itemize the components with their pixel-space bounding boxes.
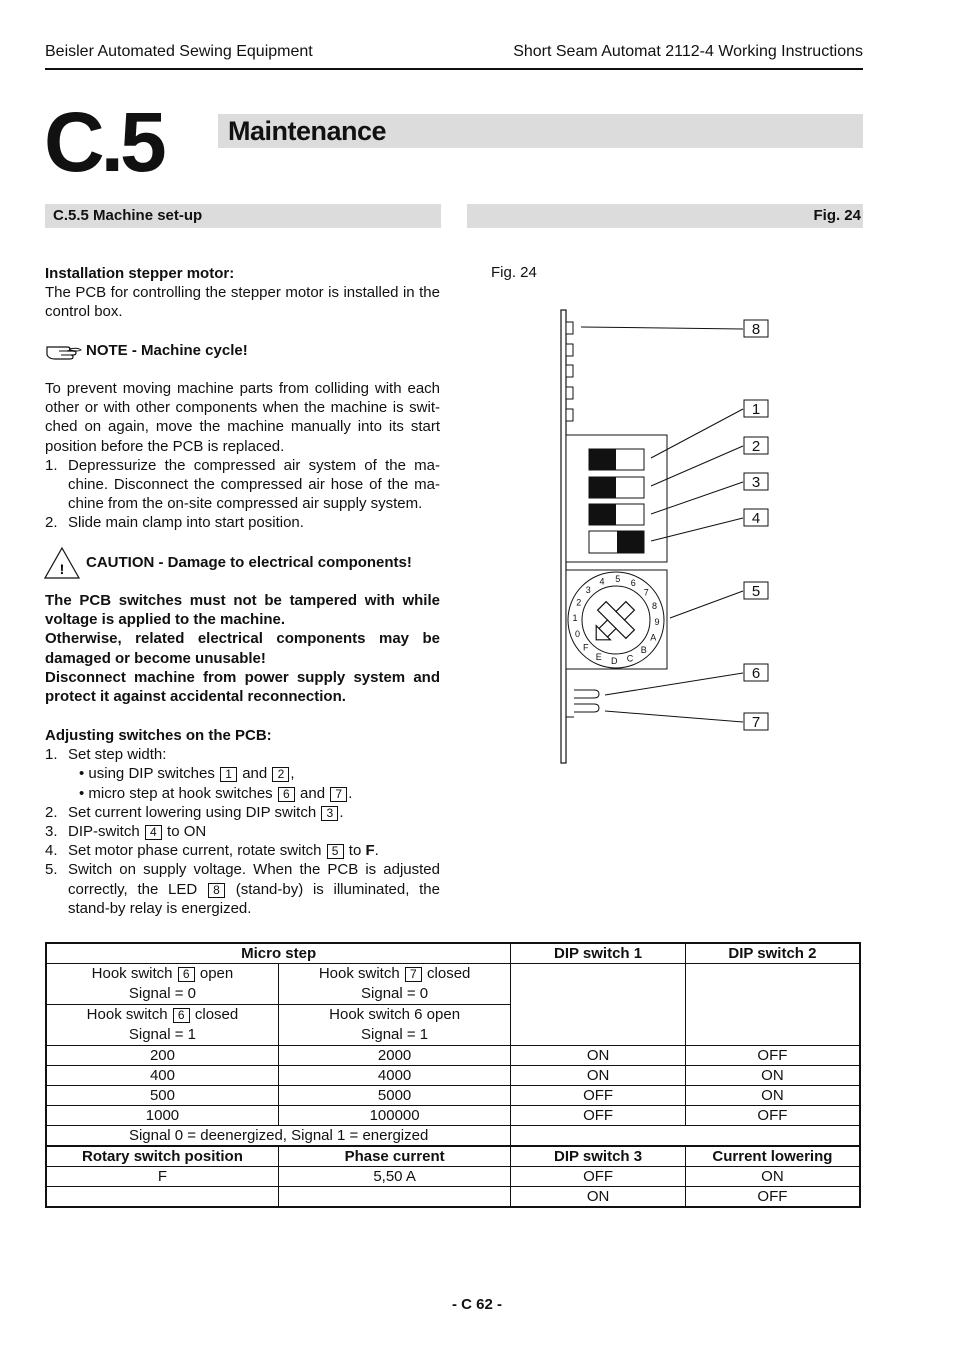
step-text-bold: F [365,842,375,860]
dial-label: 2 [576,597,582,608]
table-cell: ON [511,1046,686,1066]
table-cell: ON [685,1086,860,1106]
table-cell: 200 [46,1046,278,1066]
cell-text: Signal = 0 [361,985,429,1002]
callout-label: 4 [751,510,761,527]
adjust-step-text: Set step width: [68,746,167,764]
section-fig-ref: Fig. 24 [813,207,861,224]
cell-text: Signal = 1 [128,1026,197,1043]
dial-label: 0 [574,629,581,639]
ref-box: 7 [330,787,347,802]
step-text: Set current lowering using DIP switch [68,803,317,821]
chapter-title: Maintenance [228,116,387,146]
table-row [46,1106,860,1126]
callout-label: 1 [751,401,761,418]
note-step-text: Slide main clamp into start position. [68,514,304,532]
caution-heading: CAUTION - Damage to electrical components! [86,554,412,572]
page-number: - C 62 - [451,1296,502,1313]
header-right: Short Seam Automat 2112-4 Working Instructions [513,43,863,60]
cell-text: closed [194,1006,239,1023]
dial-label: 7 [643,587,649,598]
table-cell: F [46,1167,278,1187]
ref-box: 2 [272,767,289,782]
step-text: . [374,842,379,860]
cell-empty [511,1126,860,1147]
th-dip2: DIP switch 2 [685,943,860,964]
cell-hook7-closed [278,964,510,1005]
callout-label: 3 [751,474,761,491]
table-row [46,1046,860,1066]
ref-box: 4 [145,825,162,840]
cell-text: Signal = 1 [361,1026,429,1043]
install-text: The PCB for controlling the stepper motor is installed in the control box. [45,284,440,321]
substep-text: and [300,784,326,802]
th-rotary: Rotary switch position [46,1146,278,1167]
ref-box: 6 [178,967,195,982]
ref-box: 8 [208,883,225,898]
adjust-step-text [68,860,440,918]
dial-label: 8 [651,601,658,611]
ref-box: 7 [405,967,422,982]
note-heading: NOTE - Machine cycle! [86,342,248,360]
chapter-number: C.5 [44,95,163,189]
led [566,365,573,377]
adjust-step-text [68,841,440,860]
table-cell: 400 [46,1066,278,1086]
dial-label: 5 [615,574,621,584]
dial-label: B [640,645,647,656]
substep-text: and [242,765,268,783]
dial-label: 4 [599,576,605,587]
table-row [46,1086,860,1106]
callout-label: 2 [751,438,761,455]
callout-label: 8 [751,321,761,338]
table-cell [46,1187,278,1208]
table-cell: OFF [511,1106,686,1126]
cell-empty [685,964,860,1046]
cell-hook6-open [46,964,278,1005]
callouts [744,320,768,731]
step-text: . [339,803,344,821]
dip-switch-lever [589,477,616,498]
table-cell: ON [685,1167,860,1187]
dial-label: C [626,653,634,664]
callout-label: 6 [751,665,761,682]
section-title: C.5.5 Machine set-up [53,207,203,224]
svg-text:!: ! [59,561,65,577]
ref-box: 1 [220,767,237,782]
cell-text: Hook switch 6 open [329,1006,461,1023]
table-row [46,1187,860,1208]
th-current-lowering: Current lowering [685,1146,860,1167]
hook-switch [566,689,574,717]
cell-hook6-open2 [278,1005,510,1046]
adjust-step-num: 1. [45,746,58,764]
step-text: Switch on supply voltage. When the PCB is adjusted correctly, the LED [68,861,440,898]
table-cell: OFF [685,1046,860,1066]
table-cell: 500 [46,1086,278,1106]
table-cell: ON [685,1066,860,1086]
step-text: (stand-by) is illuminated, the stand-by relay is energized. [68,880,440,917]
settings-table [45,942,861,1208]
cell-text: Hook switch [86,1006,168,1023]
dip-switch-lever [617,531,644,553]
th-phase: Phase current [278,1146,510,1167]
caution-text: Disconnect machine from power supply system and protect it against accidental reconnection. [45,668,440,706]
install-heading: Installation stepper motor: [45,265,235,282]
table-cell [278,1187,510,1208]
adjust-step-num: 5. [45,861,58,879]
step-text: to [348,842,362,860]
adjust-step-num: 4. [45,842,58,860]
cell-hook6-closed [46,1005,278,1046]
ref-box: 6 [173,1008,190,1023]
adjust-step-num: 2. [45,803,58,821]
note-step-num: 2. [45,514,58,532]
led [566,387,573,399]
adjust-step [45,803,440,822]
signal-note: Signal 0 = deenergized, Signal 1 = energized [46,1126,511,1147]
substep-text: • micro step at hook switches [79,784,273,802]
adjust-step [45,822,440,841]
substep-text: , [290,765,295,783]
note-step-num: 1. [45,456,58,474]
step-text: DIP-switch [68,823,140,841]
hook-switch-hook [574,704,599,712]
dial-label: D [610,656,618,666]
cell-text: Hook switch [318,965,400,982]
table-cell: 1000 [46,1106,278,1126]
led [566,344,573,356]
table-cell: 5,50 A [278,1167,510,1187]
step-text: Set motor phase current, rotate switch [68,842,322,860]
table-cell: OFF [511,1086,686,1106]
hook-switch-hook [574,690,599,698]
adjust-step [45,860,440,918]
substep-text: • using DIP switches [79,765,215,783]
th-micro-step: Micro step [46,943,511,964]
led [566,322,573,334]
table-cell: OFF [685,1187,860,1208]
dial-label: 3 [585,584,591,595]
cell-text: closed [427,965,471,982]
table-cell: 5000 [278,1086,510,1106]
dial-label: F [583,642,589,653]
dial-label: E [595,652,602,663]
cell-text: Hook switch [91,965,173,982]
table-cell: OFF [511,1167,686,1187]
th-dip3: DIP switch 3 [511,1146,686,1167]
table-row [46,1066,860,1086]
table-cell: 2000 [278,1046,510,1066]
dial-label: 6 [630,577,636,588]
dip-switch-lever [589,449,616,470]
adjust-step-text [68,803,440,822]
dial-label: 9 [654,616,660,627]
table-cell: OFF [685,1106,860,1126]
caution-text: Otherwise, related electrical components may be damaged or become unusable! [45,630,440,667]
callout-label: 7 [751,714,761,731]
note-step-text: Depressurize the compressed air system of the ma-chine. Disconnect the compressed air hose of the ma-chine from the on-site compressed air supply system. [68,456,440,513]
table-row [46,1167,860,1187]
th-dip1: DIP switch 1 [511,943,686,964]
adjust-step-num: 3. [45,823,58,841]
adjust-step [45,841,440,860]
ref-box: 5 [327,844,344,859]
ref-box: 3 [321,806,338,821]
table-cell: ON [511,1187,686,1208]
figure-label: Fig. 24 [491,264,537,281]
dial-label: 1 [572,613,578,624]
table-cell: 4000 [278,1066,510,1086]
dip-switch-lever [589,504,616,525]
cell-empty [511,964,686,1046]
led [566,409,573,421]
callout-label: 5 [751,583,761,600]
adjust-heading: Adjusting switches on the PCB: [45,727,272,744]
note-text: To prevent moving machine parts from colliding with each other or with other components when the machine is swit-ched on again, move the machine manually into its start position before the PCB is replaced. [45,380,440,455]
ref-box: 6 [278,787,295,802]
table-row [46,1126,860,1147]
cell-text: Signal = 0 [128,985,197,1002]
substep-text: . [348,784,353,802]
step-text: to ON [167,823,207,841]
caution-text: The PCB switches must not be tampered with while voltage is applied to the machine. [45,592,440,629]
table-cell: 100000 [278,1106,510,1126]
adjust-step-text [68,822,440,841]
table-cell: ON [511,1066,686,1086]
pcb-edge [561,310,566,763]
dial-label: A [650,632,657,643]
cell-text: open [199,965,234,982]
header-left: Beisler Automated Sewing Equipment [45,43,313,60]
